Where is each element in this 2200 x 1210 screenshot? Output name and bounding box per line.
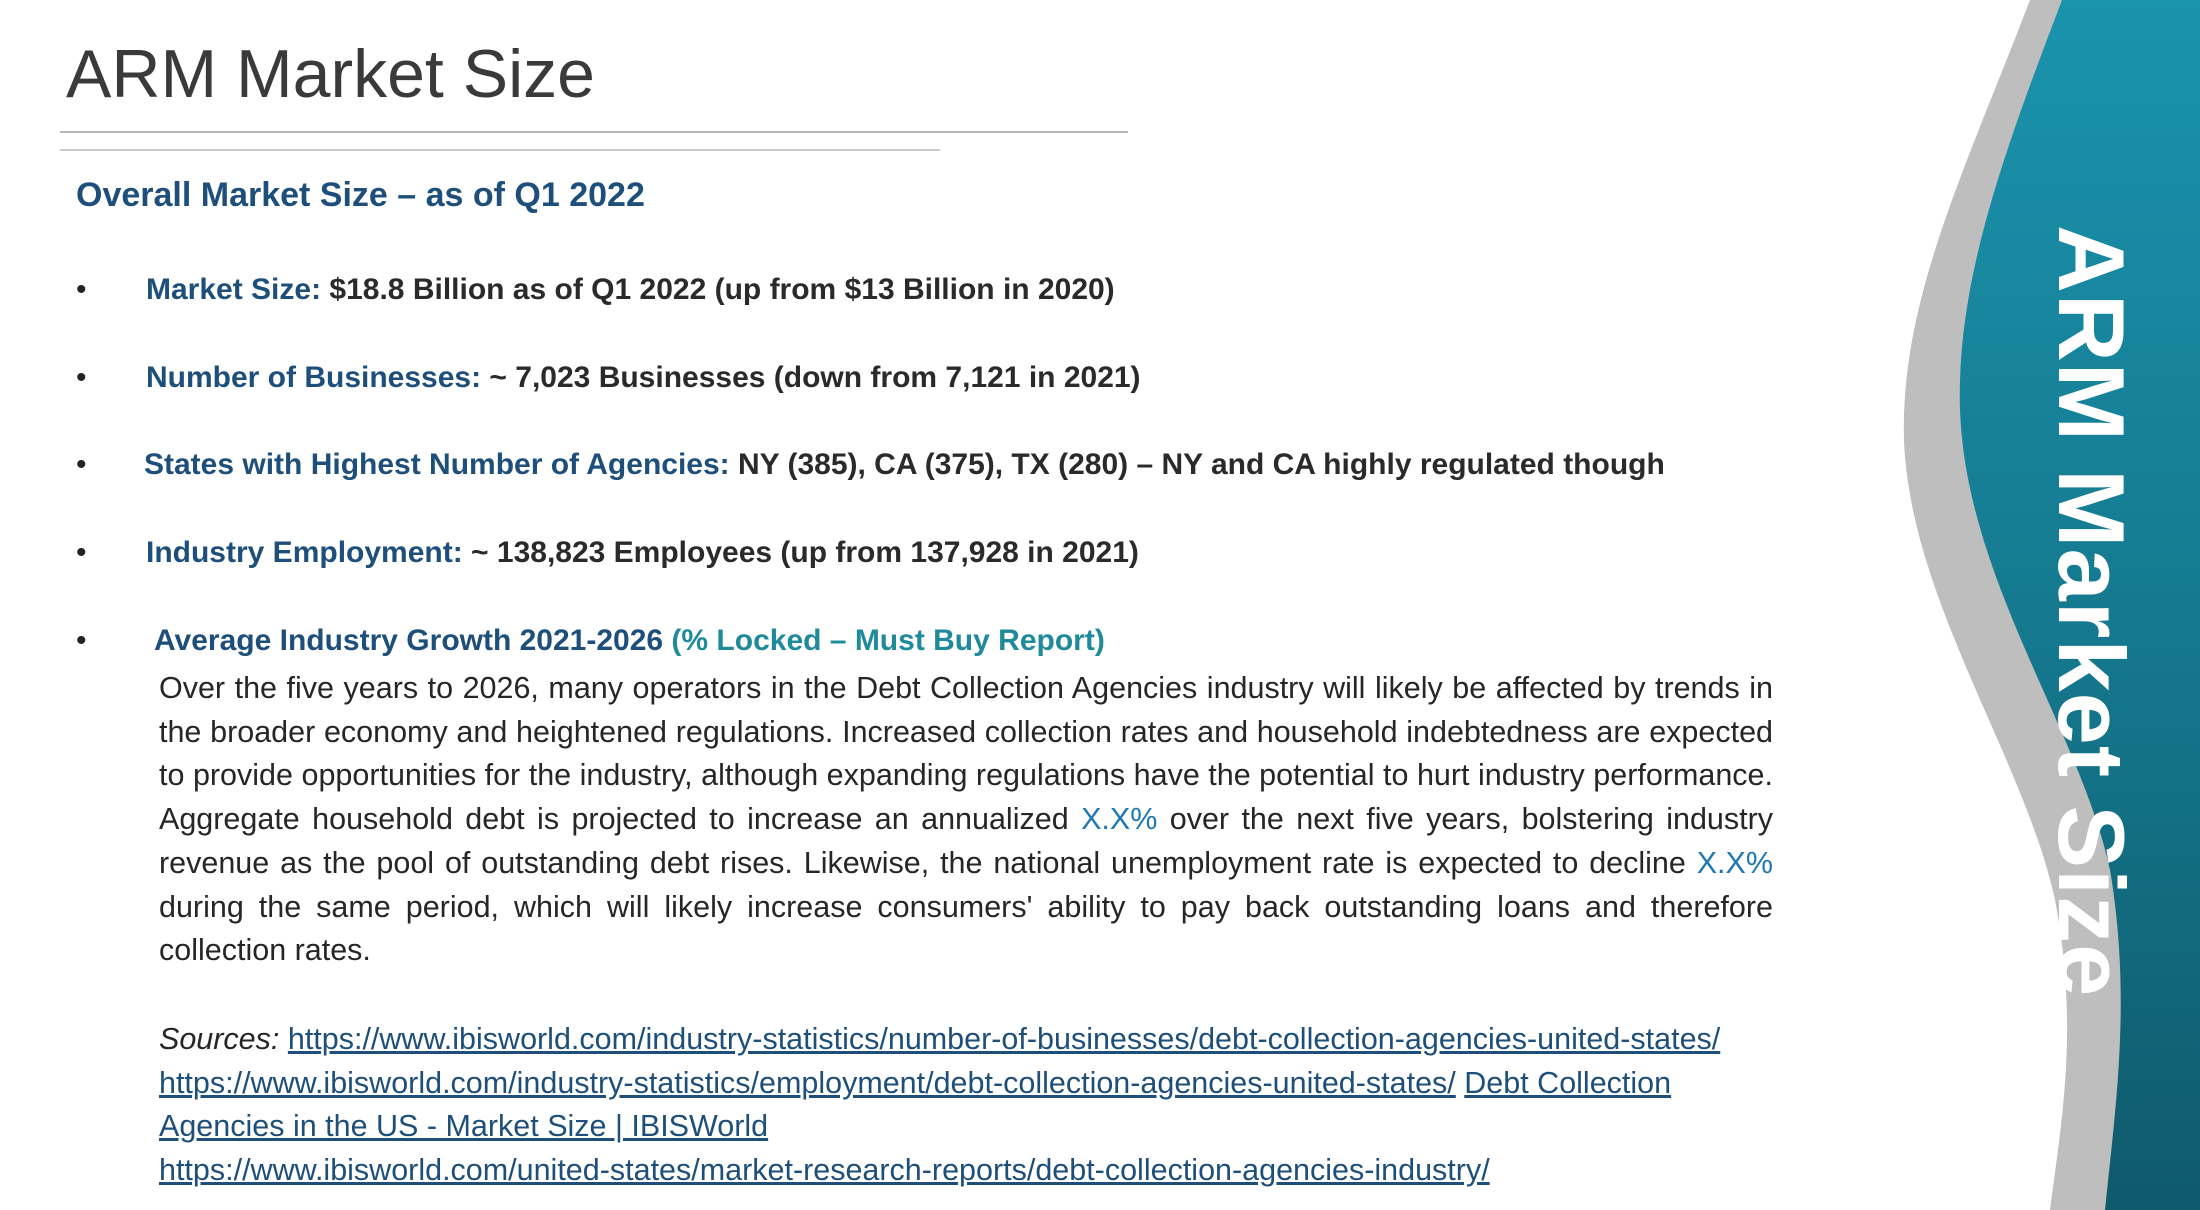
bullet-icon: • [76, 448, 87, 481]
section-heading: Overall Market Size – as of Q1 2022 [76, 176, 645, 214]
title-rule-secondary [60, 149, 940, 151]
growth-paragraph [159, 667, 1773, 973]
bullet-value: ~ 138,823 Employees (up from 137,928 in 2021) [462, 536, 1139, 569]
source-link[interactable]: Debt Collection Agencies in the US - Market Size | IBISWorld [159, 1065, 1672, 1144]
title-rule [60, 131, 1128, 133]
sources [159, 1018, 1779, 1193]
side-title: ARM Market Size [2039, 225, 2144, 998]
locked-value: X.X% [1081, 802, 1158, 837]
bullet-label: Average Industry Growth 2021-2026 [154, 624, 664, 657]
paragraph-text: Over the five years to 2026, many operators in the Debt Collection Agencies industry will likely be affected by trends in the broader economy and heightened regulations. Increased collection rates and household indebtedness are expected to provide opportunities for the industry, although expanding regulations have the potential to hurt industry performance. Aggregate household debt is projected to increase an annualized [159, 671, 1773, 837]
bullet-text [144, 443, 1665, 487]
side-decoration [1840, 0, 2200, 1210]
bullet-value: $18.8 Billion as of Q1 2022 (up from $13 Billion in 2020) [321, 273, 1115, 306]
bullet-icon: • [76, 273, 87, 306]
bullet-icon: • [76, 361, 87, 394]
source-link[interactable]: https://www.ibisworld.com/industry-statistics/employment/debt-collection-agencies-united-states/ [159, 1065, 1456, 1100]
bullet-text [146, 531, 1139, 575]
bullet-text [146, 356, 1141, 400]
source-link[interactable]: https://www.ibisworld.com/industry-statistics/number-of-businesses/debt-collection-agencies-united-states/ [287, 1022, 1721, 1056]
page-title: ARM Market Size [66, 36, 595, 112]
source-link[interactable]: https://www.ibisworld.com/united-states/market-research-reports/debt-collection-agencies-industry/ [159, 1153, 1490, 1188]
bullet-icon: • [76, 536, 87, 569]
locked-note: (% Locked – Must Buy Report) [663, 624, 1105, 657]
sources-label: Sources: [159, 1022, 280, 1056]
bullet-label: Number of Businesses: [146, 361, 482, 394]
paragraph-text: during the same period, which will likely increase consumers' ability to pay back outstanding loans and therefore collection rates. [159, 889, 1773, 968]
paragraph-text: over the next five years, bolstering industry revenue as the pool of outstanding debt rises. Likewise, the national unemployment rate is expected to decline [159, 802, 1773, 880]
bullet-value: NY (385), CA (375), TX (280) – NY and CA highly regulated though [729, 448, 1665, 481]
bullet-value: ~ 7,023 Businesses (down from 7,121 in 2021) [481, 361, 1141, 394]
bullet-text [146, 268, 1115, 312]
bullet-label: Market Size: [146, 273, 322, 306]
bullet-label: Industry Employment: [146, 536, 463, 569]
bullet-text [154, 619, 1105, 663]
bullet-icon: • [76, 624, 87, 657]
bullet-label: States with Highest Number of Agencies: [144, 448, 730, 481]
locked-value: X.X% [1696, 845, 1773, 880]
